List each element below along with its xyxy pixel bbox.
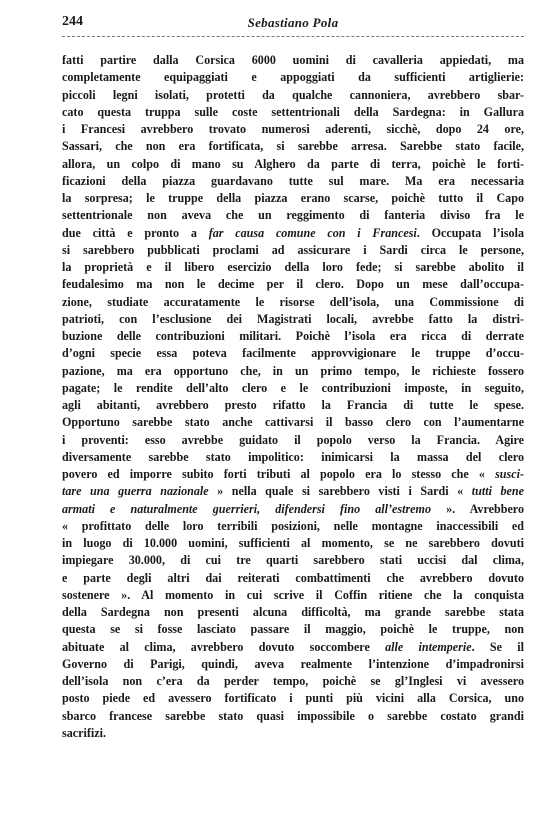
text-line (62, 552, 524, 569)
text-segment: cato questa truppa sulle coste settentrionali della Sardegna: in Gallura (62, 104, 524, 119)
italic-text: alle intemperie (385, 639, 472, 654)
text-segment: ». Avrebbero (431, 501, 524, 516)
text-segment: pagate; le rendite dell’alto clero e le contribuzioni imposte, in seguito, (62, 380, 524, 395)
text-line (62, 725, 524, 742)
text-line (62, 104, 524, 121)
text-line (62, 52, 524, 69)
italic-text: tutti bene (471, 484, 524, 499)
text-line (62, 294, 524, 311)
text-line (62, 708, 524, 725)
text-line (62, 518, 524, 535)
text-line (62, 639, 524, 656)
text-segment: in luogo di 10.000 uomini, sufficienti al momento, se ne sarebbero dovuti (62, 536, 524, 550)
page-number: 244 (62, 14, 83, 29)
italic-text: armati e naturalmente guerrieri, difendersi fino all’estremo (62, 501, 432, 516)
text-segment: piccoli legni isolati, protetti da qualche cannoniera, avrebbero sbar- (62, 87, 524, 102)
text-line (62, 345, 524, 362)
text-segment: feudalesimo ma non le decime per il clero. Dopo un mese dall’occupa- (62, 277, 524, 292)
text-line (62, 380, 524, 397)
text-segment: zione, studiate accuratamente le risorse dell’isola, una Commissione di (62, 294, 524, 309)
text-segment: povero ed imporre subito forti tributi al popolo era lo stesso che « (62, 467, 496, 481)
text-segment: diversamente sarebbe stato impolitico: inimicarsi la massa del clero (62, 449, 524, 464)
text-segment: e parte degli altri dai reiterati combattimenti che avrebbero dovuto (62, 570, 524, 585)
text-segment: pazione, ma era opportuno che, in un primo tempo, le richieste fossero (62, 363, 524, 378)
text-line (62, 432, 524, 449)
text-segment: posto piede ed avessero fortificato i punti più vicini alla Corsica, uno (62, 691, 524, 706)
text-segment: completamente equipaggiati e appoggiati da sufficienti artiglierie: (62, 70, 524, 85)
text-line (62, 328, 524, 345)
text-line (62, 225, 524, 242)
text-line (62, 414, 524, 431)
text-segment: si sarebbero pubblicati proclami ad assicurare i Sardi circa le persone, (62, 242, 524, 257)
text-segment: Sassari, che non era fortificata, si sarebbe arresa. Sarebbe stato facile, (62, 139, 524, 154)
text-line (62, 121, 524, 138)
running-head: Sebastiano Pola (247, 15, 339, 30)
text-line (62, 190, 524, 207)
text-line (62, 501, 524, 518)
text-line (62, 259, 524, 276)
text-line (62, 483, 524, 500)
text-segment: la proprietà e il libero esercizio della loro fede; si sarebbe abolito il (62, 260, 524, 274)
text-line (62, 311, 524, 328)
text-line (62, 449, 524, 466)
text-line (62, 466, 524, 483)
text-line (62, 587, 524, 604)
text-segment: Opportuno sarebbe stato anche cattivarsi il basso clero con l’aumentarne (62, 415, 524, 430)
text-segment: sacrifizi. (62, 725, 106, 740)
text-line (62, 656, 524, 673)
text-segment: » nella quale si sarebbero visti i Sardi « (208, 484, 472, 499)
italic-text: far causa comune con i Francesi (208, 225, 417, 240)
text-segment: « profittato delle loro terribili posizioni, nelle montagne inaccessibili ed (62, 518, 524, 533)
header-rule (62, 36, 524, 37)
text-line (62, 535, 524, 552)
text-segment: settentrionale non aveva che un reggimento di fanteria diviso fra le (62, 208, 524, 223)
text-segment: i Francesi avrebbero trovato numerosi aderenti, sicchè, dopo 24 ore, (62, 122, 524, 136)
text-line (62, 673, 524, 690)
text-line (62, 69, 524, 86)
text-segment: Governo di Parigi, quindi, aveva realmente l’intenzione d’impadronirsi (62, 656, 524, 671)
text-segment: impiegare 30.000, di cui tre quarti sarebbero stati uccisi dal clima, (62, 553, 524, 568)
text-line (62, 604, 524, 621)
text-segment: ficazioni della piazza guardavano tutte sul mare. Ma era necessaria (62, 173, 524, 188)
text-segment: dell’isola non c’era da perder tempo, poichè se gl’Inglesi vi avessero (62, 674, 524, 688)
text-line (62, 87, 524, 104)
text-segment: agli abitanti, avrebbero presto rifatto la Francia di tutte le spese. (62, 398, 524, 412)
text-segment: buzione delle contribuzioni militari. Poichè l’isola era ricca di derrate (62, 329, 524, 343)
text-segment: patrioti, con l’esclusione dei Magistrati locali, avrebbe fatto la distri- (62, 311, 524, 326)
text-segment: abituate al clima, avrebbero dovuto soccombere (62, 639, 386, 654)
text-line (62, 621, 524, 638)
text-line (62, 138, 524, 155)
text-line (62, 363, 524, 380)
text-segment: la sorpresa; le truppe della piazza erano scarse, poichè tutto il Capo (62, 191, 524, 205)
text-line (62, 397, 524, 414)
text-line (62, 570, 524, 587)
text-segment: i proventi: esso avrebbe guidato il popolo verso la Francia. Agire (62, 432, 524, 447)
italic-text: tare una guerra nazionale (62, 484, 209, 499)
text-line (62, 156, 524, 173)
text-line (62, 276, 524, 293)
text-segment: allora, un colpo di mano su Alghero da parte di terra, poichè le forti- (62, 156, 524, 171)
text-segment: fatti partire dalla Corsica 6000 uomini di cavalleria appiedati, ma (62, 53, 524, 67)
text-segment: d’ogni specie essa poteva facilmente approvvigionare le truppe d’occu- (62, 346, 524, 361)
text-segment: sbarco francese sarebbe stato quasi impossibile o sarebbe costato grandi (62, 708, 524, 723)
text-segment: sostenere ». Al momento in cui scrive il Coffin ritiene che la conquista (62, 587, 524, 602)
text-segment: . Occupata l’isola (416, 225, 524, 240)
text-segment: questa se si fosse lasciato passare il maggio, poichè le truppe, non (62, 622, 524, 637)
text-line (62, 242, 524, 259)
text-line (62, 690, 524, 707)
text-segment: due città e pronto a (62, 225, 209, 240)
body-text (62, 52, 524, 742)
text-segment: . Se il (471, 639, 524, 654)
text-line (62, 207, 524, 224)
text-line (62, 173, 524, 190)
page-header (62, 12, 524, 34)
italic-text: susci- (495, 467, 524, 481)
text-segment: della Sardegna non presenti alcuna difficoltà, ma grande sarebbe stata (62, 605, 524, 619)
